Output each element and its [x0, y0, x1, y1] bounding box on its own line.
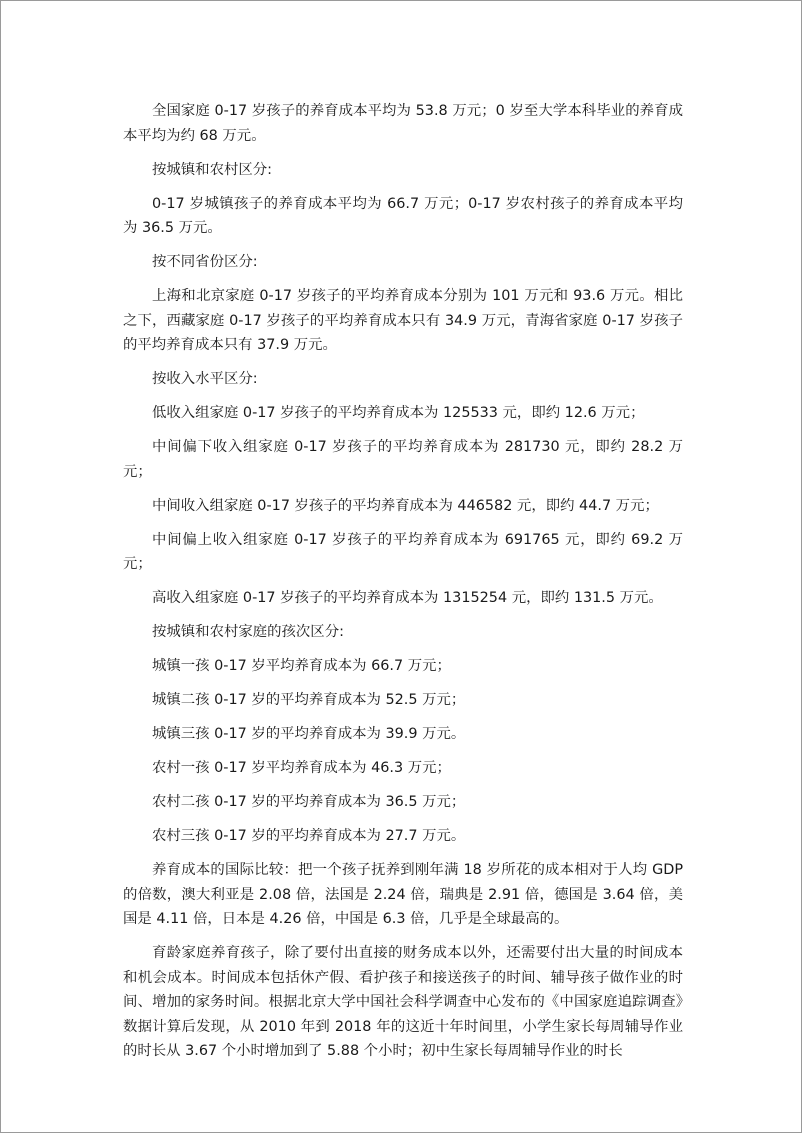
heading-income: 按收入水平区分: — [152, 371, 258, 387]
paragraph-income-middle: 中间收入组家庭 0-17 岁孩子的平均养育成本为 446582 元，即约 44.7 万元； — [152, 497, 659, 514]
document-body — [123, 99, 683, 1073]
paragraph-urban-second-child: 城镇二孩 0-17 岁的平均养育成本为 52.5 万元； — [152, 692, 466, 708]
paragraph-income-lower-middle: 中间偏下收入组家庭 0-17 岁孩子的平均养育成本为 281730 元，即约 28.2 万元； — [123, 439, 683, 480]
paragraph-income-high: 高收入组家庭 0-17 岁孩子的平均养育成本为 1315254 元，即约 131.5 万元。 — [152, 590, 663, 606]
paragraph-national-average: 全国家庭 0-17 岁孩子的养育成本平均为 53.8 万元；0 岁至大学本科毕业的养育成本平均为约 68 万元。 — [123, 103, 683, 144]
paragraph-rural-second-child: 农村二孩 0-17 岁的平均养育成本为 36.5 万元； — [152, 794, 466, 810]
paragraph-income-low: 低收入组家庭 0-17 岁孩子的平均养育成本为 125533 元，即约 12.6 万元； — [152, 405, 645, 421]
paragraph-urban-first-child: 城镇一孩 0-17 岁平均养育成本为 66.7 万元； — [152, 658, 451, 674]
paragraph-urban-third-child: 城镇三孩 0-17 岁的平均养育成本为 39.9 万元。 — [152, 726, 466, 742]
paragraph-international-comparison: 养育成本的国际比较：把一个孩子抚养到刚年满 18 岁所花的成本相对于人均 GDP 的倍数，澳大利亚是 2.08 倍，法国是 2.24 倍，瑞典是 2.91 倍，德国是 3.64 倍，美国是 4.11 倍，日本是 4.26 倍，中国是 6.3 倍，几乎是全球最高的。 — [123, 862, 683, 927]
heading-urban-rural: 按城镇和农村区分: — [152, 161, 272, 178]
heading-province: 按不同省份区分: — [152, 254, 258, 270]
paragraph-time-cost: 育龄家庭养育孩子，除了要付出直接的财务成本以外，还需要付出大量的时间成本和机会成本。时间成本包括休产假、看护孩子和接送孩子的时间、辅导孩子做作业的时间、增加的家务时间。根据北京大学中国社会科学调查中心发布的《中国家庭追踪调查》数据计算后发现，从 2010 年到 2018 年的这近十年时间里，小学生家长每周辅导作业的时长从 3.67 个小时增加到了 5.88 个小时；初中生家长每周辅导作业的时长 — [123, 945, 683, 1059]
paragraph-urban-rural: 0-17 岁城镇孩子的养育成本平均为 66.7 万元；0-17 岁农村孩子的养育成本平均为 36.5 万元。 — [123, 195, 683, 236]
paragraph-rural-third-child: 农村三孩 0-17 岁的平均养育成本为 27.7 万元。 — [152, 828, 466, 844]
paragraph-income-upper-middle: 中间偏上收入组家庭 0-17 岁孩子的平均养育成本为 691765 元，即约 69.2 万元； — [123, 531, 683, 572]
paragraph-province: 上海和北京家庭 0-17 岁孩子的平均养育成本分别为 101 万元和 93.6 万元。相比之下，西藏家庭 0-17 岁孩子的平均养育成本只有 34.9 万元，青海省家庭 0-17 岁孩子的平均养育成本只有 37.9 万元。 — [123, 288, 683, 353]
paragraph-rural-first-child: 农村一孩 0-17 岁平均养育成本为 46.3 万元； — [152, 760, 451, 776]
heading-birth-order: 按城镇和农村家庭的孩次区分: — [152, 624, 344, 640]
